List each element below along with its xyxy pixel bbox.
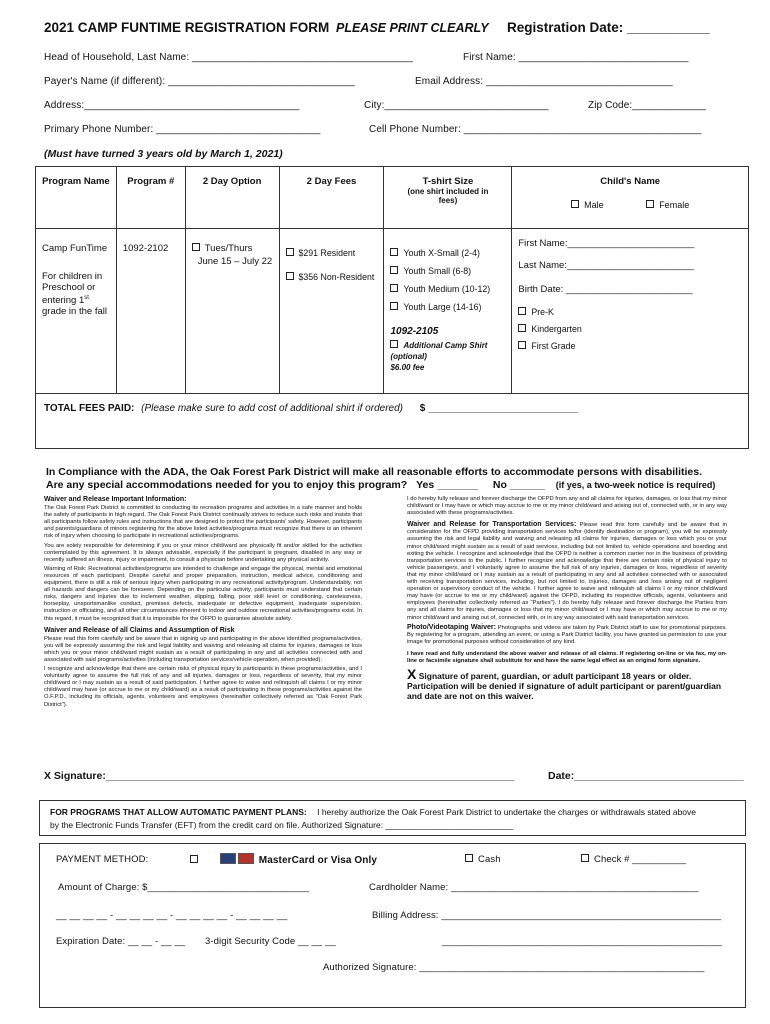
total-fees-row	[36, 394, 749, 449]
city-field[interactable]: City:_____________________________	[364, 100, 549, 111]
checkbox-icon[interactable]	[518, 341, 526, 349]
size-medium-option[interactable]: Youth Medium (10-12)	[390, 284, 505, 294]
eft-heading: FOR PROGRAMS THAT ALLOW AUTOMATIC PAYMENT PLANS:	[50, 807, 307, 817]
visa-card-icon	[220, 855, 238, 866]
cell-phone-field[interactable]: Cell Phone Number: __________________________________________	[369, 124, 702, 135]
amount-of-charge-field[interactable]: Amount of Charge: $______________________________	[58, 882, 310, 893]
day-option-cell	[185, 229, 279, 394]
check-option[interactable]: Check # __________	[581, 854, 686, 865]
payment-box	[39, 843, 746, 1008]
address-field[interactable]: Address:______________________________________	[44, 100, 300, 111]
mastercard-icon	[238, 855, 256, 866]
cardholder-name-field[interactable]: Cardholder Name: ______________________________________________	[369, 882, 699, 893]
shirt-program-number: 1092-2105	[390, 326, 439, 337]
col-header-program-number: Program #	[116, 167, 185, 229]
fees-cell	[279, 229, 384, 394]
col-header-program-name: Program Name	[36, 167, 117, 229]
signature-x-mark: X	[407, 666, 417, 683]
checkbox-icon[interactable]	[465, 854, 473, 862]
child-info-cell	[512, 229, 749, 394]
waiver-paragraph: The Oak Forest Park District is committed to conducting its recreation programs and activities in a safe manner and holds the safety of participants in high regard. The Oak Forest Park District continually strives to reduce such risks and insists that all participants follow safety rules and instructions that are designed to protect the participants' safety. However, participants and parents/guardians of minors registering for the above listed activities/programs must recognize that there is an inherent risk of injury when choosing to participate in recreational activities/programs.	[44, 505, 362, 540]
checkbox-icon[interactable]	[390, 302, 398, 310]
checkbox-icon[interactable]	[390, 266, 398, 274]
waiver-left-column	[44, 496, 362, 711]
card-number-field[interactable]: __ __ __ __ - __ __ __ __ - __ __ __ __ - __ __ __ __	[56, 910, 288, 921]
waiver-paragraph: Warning of Risk: Recreational activities/programs are intended to challenge and engage the physical, mental and emotional resources of each participant. Despite careful and proper preparation, instruction, medical advice, conditioning and equipment, there is still a risk of serious injury when participating in any recreational activity/program. Understandably, not all hazards and dangers can be foreseen. Depending on the particular activity, participants must understand that certain risks, dangers and injuries due to inclement weather, slipping, falling, poor skill level or conditioning, carelessness, horseplay, unsportsmanlike conduct, premises defects, inadequate or defective equipment, inadequate supervision, instruction or officiating, and all other circumstances inherent to indoor and outdoor recreational activities/programs exist. In this regard, it must be recognized that it is impossible for the OFPD to guarantee absolute safety.	[44, 565, 362, 622]
card-payment-option[interactable]: MasterCard or Visa Only	[190, 853, 377, 866]
additional-shirt-option[interactable]: Additional Camp Shirt	[390, 340, 505, 350]
eft-authorization-box: FOR PROGRAMS THAT ALLOW AUTOMATIC PAYMENT PLANS: I hereby authorize the Oak Forest Park District to undertake the charges or withdrawals stated above by the Electronic Funds Transfer (EFT) from the credit card on file. Authorized Signature: ___________________________	[39, 800, 746, 836]
child-first-name-field[interactable]: First Name:________________________	[518, 238, 695, 249]
special-accommodations-question: Are any special accommodations needed for you to enjoy this program? Yes _______ No ______ (if yes, a two-week notice is required)	[46, 479, 716, 491]
birth-date-field[interactable]: Birth Date: ________________________	[518, 284, 693, 295]
tshirt-included-note: (one shirt included in fees)	[407, 187, 489, 205]
checkbox-icon[interactable]	[571, 200, 579, 208]
first-name-field[interactable]: First Name: ______________________________	[463, 52, 689, 63]
expiration-date-field[interactable]: Expiration Date: __ __ - __ __	[56, 936, 186, 947]
checkbox-icon[interactable]	[192, 243, 200, 251]
fee-nonresident-option[interactable]: $356 Non-Resident	[286, 272, 378, 282]
checkbox-icon[interactable]	[390, 248, 398, 256]
checkbox-icon[interactable]	[286, 248, 294, 256]
waiver-paragraph: I recognize and acknowledge that there are certain risks of physical injury to participants in these programs/activities, and I voluntarily agree to assume the full risk of any and all injuries, damages or loss, regardless of severity, that my minor child/ward or I may sustain as a result of said participation. I further agree to waive and relinquish all claims I or my minor child/ward may have (or accrue to me or my child/ward) as a result of participating in these programs/activities against the O.F.P.D., including its officials, agents, volunteers and employees (hereinafter collectively referred as "Oak Forest Park District").	[44, 666, 362, 708]
grade-prek-option[interactable]: Pre-K	[518, 307, 742, 317]
eft-authorized-signature-field[interactable]: by the Electronic Funds Transfer (EFT) from the credit card on file. Authorized Signature: ___________________________	[50, 820, 514, 830]
checkbox-icon[interactable]	[646, 200, 654, 208]
col-header-fees: 2 Day Fees	[279, 167, 384, 229]
billing-address-field[interactable]: Billing Address: ____________________________________________________	[372, 910, 722, 921]
session-dates: June 15 – July 22	[197, 256, 273, 267]
table-row	[36, 229, 749, 394]
notice-requirement: (if yes, a two-week notice is required)	[555, 480, 716, 490]
total-fees-field[interactable]: $ ___________________________	[419, 403, 579, 414]
payment-method-label: PAYMENT METHOD:	[56, 854, 149, 865]
col-header-child-name	[512, 167, 749, 229]
authorized-signature-field[interactable]: Authorized Signature: _____________________________________________________	[323, 962, 705, 973]
age-requirement-note: (Must have turned 3 years old by March 1, 2021)	[44, 148, 283, 160]
checkbox-icon[interactable]	[581, 854, 589, 862]
transportation-waiver: Waiver and Release for Transportation Services: Please read this form carefully and be aware that in consideration for the OFPD providing transportation services to/for (identify destination or program), you will be expressly assuming the risk and legal liability and waiving and releasing all claims for injuries, damages or loss which you or your minor child/ward might sustain as a result of said services, including but not limited to, vehicle operations and boarding and exiting the vehicle. I recognize and acknowledge that the OFPD is neither a common carrier nor in the business of providing transportation services to the public. I further recognize and acknowledge that there are certain risks of physical injury to vehicle passengers, and I voluntarily agree to assume the full risk of any injuries, damages or loss, regardless of severity that my minor child/ward or I may sustain as a result of participating in any and all activities connected with or associated with receiving transportation services, including, but not limited to, injuries, damages and loss arising out of negligent operation or supervisory conduct of the vehicle. I further agree to waive and relinquish all claims I or my minor child/ward may have (or accrue to me or my child/ward) against the OFPD, including its respective officials, agents, volunteers and employees (hereinafter collectively referred as "Parties"). I do hereby fully release and forever discharge the Parties from any and all claims for injuries, damages or loss that my minor child/ward or I may have or which may accrue to me or my minor child/ward and arising out of, connected with, or in any way associated with said transportation services.	[407, 521, 727, 621]
checkbox-icon[interactable]	[190, 855, 198, 863]
cash-option[interactable]: Cash	[465, 854, 501, 865]
program-table	[35, 166, 749, 449]
waiver-heading: Waiver and Release Important Information:	[44, 496, 187, 503]
waiver-heading: Waiver and Release of all Claims and Assumption of Risk	[44, 626, 235, 634]
tshirt-size-label: T-shirt Size	[422, 176, 474, 187]
primary-phone-field[interactable]: Primary Phone Number: _____________________________	[44, 124, 321, 135]
waiver-acknowledgement: I have read and fully understand the above waiver and release of all claims. If registering on-line or via fax, my on-line or facsimile signature shall substitute for and have the same legal effect as an original form signature.	[407, 650, 727, 664]
program-description: For children in Preschool or entering 1st grade in the fall	[42, 271, 107, 318]
size-xsmall-option[interactable]: Youth X-Small (2-4)	[390, 248, 505, 258]
gender-female-option[interactable]: Female	[646, 200, 689, 210]
ada-compliance-statement: In Compliance with the ADA, the Oak Forest Park District will make all reasonable efforts to accommodate persons with disabilities.	[46, 466, 703, 478]
form-title: 2021 CAMP FUNTIME REGISTRATION FORM	[44, 20, 330, 35]
accommodations-yes-field[interactable]: Yes _______	[416, 479, 478, 491]
size-small-option[interactable]: Youth Small (6-8)	[390, 266, 505, 276]
tshirt-size-cell	[384, 229, 512, 394]
waiver-paragraph: You are solely responsible for determining if you or your minor child/ward are physically fit and/or skilled for the activities contemplated by this agreement. It is always advisable, especially if the participant is pregnant, disabled in any way or recently suffered an illness, injury or impairment, to consult a physician before undertaking any physical activity.	[44, 542, 362, 563]
signature-field[interactable]: X Signature:______________________________________________________________________	[44, 770, 515, 782]
signature-requirement: X Signature of parent, guardian, or adult participant 18 years or older. Participation will be denied if signature of adult participant or parent/guardian and date are not on this waiver.	[407, 666, 722, 702]
email-address-field[interactable]: Email Address: _________________________________	[415, 76, 673, 87]
waiver-paragraph: I do hereby fully release and forever discharge the OFPD from any and all claims for injuries, damages, or loss that my minor child/ward or I may have or which may accrue to me or my minor child/ward and arising out of, connected with, or in any way associated with these programs/activities.	[407, 496, 727, 517]
total-fees-cell	[36, 394, 749, 449]
fee-resident-option[interactable]: $291 Resident	[286, 248, 378, 258]
col-header-day-option: 2 Day Option	[185, 167, 279, 229]
payer-name-field[interactable]: Payer's Name (if different): _________________________________	[44, 76, 355, 87]
size-large-option[interactable]: Youth Large (14-16)	[390, 302, 505, 312]
waiver-paragraph: Please read this form carefully and be aware that in signing up and participating in the above identified programs/activities, you will be expressly assuming the risk and legal liability and waiving and releasing all claims for injuries, damages or loss which you or your minor child/ward might sustain as a result of participating in any and all activities connected with and associated with said programs/activities (including transportation services/vehicle operation, when provided).	[44, 635, 362, 663]
program-name-cell	[36, 229, 117, 394]
form-header	[44, 20, 730, 42]
gender-male-option[interactable]: Male	[571, 200, 604, 210]
photo-waiver: Photo/Videotaping Waiver: Photographs and videos are taken by Park District staff to use for promotional purposes. By registering for a program, attending an event, or using a Park District facility, you have granted us permission to use your image for promotional purposes without consideration of any kind.	[407, 623, 727, 645]
checkbox-icon[interactable]	[390, 284, 398, 292]
head-of-household-last-name-field[interactable]: Head of Household, Last Name: _______________________________________	[44, 52, 413, 63]
accommodations-no-field[interactable]: No ______	[492, 479, 545, 491]
grade-kindergarten-option[interactable]: Kindergarten	[518, 324, 742, 334]
table-header-row	[36, 167, 749, 229]
checkbox-icon[interactable]	[518, 307, 526, 315]
print-clearly-note: PLEASE PRINT CLEARLY	[336, 21, 489, 35]
grade-first-option[interactable]: First Grade	[518, 341, 742, 351]
zip-code-field[interactable]: Zip Code:_____________	[588, 100, 706, 111]
program-name: Camp FunTime	[42, 243, 108, 254]
shirt-price: $6.00 fee	[390, 363, 425, 372]
waiver-right-column	[407, 496, 727, 701]
child-last-name-field[interactable]: Last Name:________________________	[518, 260, 694, 271]
checkbox-icon[interactable]	[286, 272, 294, 280]
checkbox-icon[interactable]	[518, 324, 526, 332]
program-number: 1092-2102	[116, 229, 185, 394]
tues-thurs-option[interactable]: Tues/Thurs	[192, 243, 273, 254]
registration-date-field[interactable]: Registration Date: ___________	[507, 20, 710, 35]
security-code-field[interactable]: 3-digit Security Code __ __ __	[205, 936, 336, 947]
shirt-optional-note: (optional)	[390, 352, 427, 361]
total-fees-label: TOTAL FEES PAID:	[44, 403, 135, 414]
col-header-tshirt	[384, 167, 512, 229]
signature-date-field[interactable]: Date:_____________________________	[548, 770, 744, 782]
billing-address-line-2[interactable]: ____________________________________________________	[442, 936, 722, 947]
checkbox-icon[interactable]	[390, 340, 398, 348]
total-fees-note: (Please make sure to add cost of additional shirt if ordered)	[141, 403, 403, 414]
child-name-label: Child's Name	[600, 176, 661, 187]
